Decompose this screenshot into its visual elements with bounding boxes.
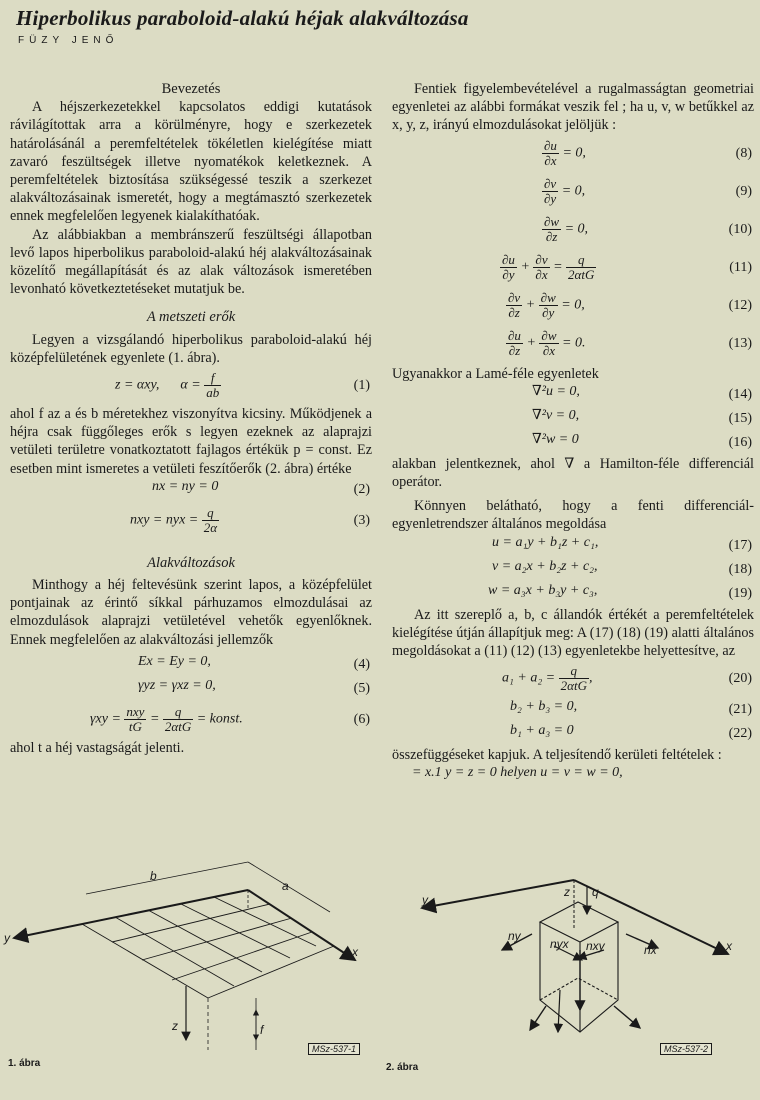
paragraph: Könnyen belátható, hogy a fenti differenciál-egyenletrendszer általános megoldása <box>392 498 754 533</box>
element-prism <box>540 902 618 1032</box>
label-x: x <box>726 939 732 953</box>
equation-17: u = a₁y + b₁z + c₁, (17) <box>492 534 752 553</box>
equation-3: nxy = nyx = $\frac{q}{2\alpha}$ (3) <box>130 504 370 535</box>
article-title: Hiperbolikus paraboloid-alakú héjak alakváltozása <box>16 6 469 30</box>
section-heading-introduction: Bevezetés <box>161 81 221 97</box>
figure-1-caption: 1. ábra <box>8 1058 41 1069</box>
paragraph: Minthogy a héj feltevésünk szerint lapos, a középfelület pontjainak az érintő síkkal párhuzamos elmozdulásai az elmozdulások alaprajzi vetületével vehetők egyenlőknek. Ennek megfelelően az alakváltozási jellemzők <box>10 577 372 648</box>
equation-14: ∇²u = 0, (14) <box>532 383 752 402</box>
equation-12: $\frac{\partial v}{\partial z}$ + $\frac{\partial w}{\partial y}$ = 0, (12) <box>508 289 752 320</box>
label-q: q <box>592 885 599 899</box>
section-heading-deformations: Alakváltozások <box>147 554 235 571</box>
label-z: z <box>172 1019 178 1033</box>
right-column <box>392 80 754 788</box>
equation-4: Ex = Ey = 0, (4) <box>138 653 370 672</box>
equation-10: $\frac{\partial w}{\partial z}$ = 0, (10) <box>544 213 752 244</box>
equation-8: $\frac{\partial u}{\partial x}$ = 0, (8) <box>544 137 752 168</box>
section-heading-sectional-forces: A metszeti erők <box>146 309 236 326</box>
label-nyx: nyx <box>550 937 569 951</box>
author-name: FÜZY JENŐ <box>18 35 119 46</box>
equation-21: b₂ + b₃ = 0, (21) <box>510 699 752 718</box>
equation-13: $\frac{\partial u}{\partial z}$ + $\frac{\partial w}{\partial x}$ = 0. (13) <box>508 327 752 358</box>
equation-1: z = αxy, α = $\frac{f}{ab}$ (1) <box>115 370 370 401</box>
figure-1-stamp: MSz-537-1 <box>308 1043 360 1055</box>
label-nx: nx <box>644 943 657 957</box>
paragraph: Legyen a vizsgálandó hiperbolikus paraboloid-alakú héj középfelületének egyenlete (1. ábra). <box>10 331 372 366</box>
label-f: f <box>260 1023 264 1037</box>
label-b: b <box>150 869 157 883</box>
label-nxy: nxy <box>586 939 605 953</box>
paragraph: Ugyanakkor a Lamé-féle egyenletek <box>392 365 599 382</box>
equation-5: γyz = γxz = 0, (5) <box>138 677 370 696</box>
figure-2-force-diagram <box>382 850 760 1070</box>
figure-2-caption: 2. ábra <box>386 1062 419 1073</box>
equation-2: nx = ny = 0 (2) <box>152 478 370 497</box>
equation-20: a₁ + a₂ = $\frac{q}{\text{2αtG}}$ , (20) <box>502 663 752 694</box>
label-x: x <box>352 945 358 959</box>
paragraph: ahol t a héj vastagságát jelenti. <box>10 739 185 756</box>
paragraph: ahol f az a és b méretekhez viszonyítva kicsiny. Működjenek a héjra csak függőleges erők s legyen ezeknek az alaprajzi vetületi területre vonatkoztatott fajlagos értékük p = const. Ez esetben mint ismeretes a vetületi feszítőerők (2. ábra) értéke <box>10 406 372 477</box>
paragraph: összefüggéseket kapjuk. A teljesítendő kerületi feltételek : <box>392 747 722 764</box>
left-column <box>10 80 372 757</box>
axis-y-edge <box>422 880 574 908</box>
paragraph: A héjszerkezetekkel kapcsolatos eddigi kutatások rávilágítottak arra a körülményre, hogy e szerkezetek határolásánál a peremfeltételek tökéletlen kielégítése miatt zavaró feszültségek illetve nyomatékok keletkeznek. A peremfeltételek biztosítása szükségessé teszik a szerkezet alakváltozásainak ismeretét, hogy a megtámasztó szerkezetek ennek megfelelően legyenek kialakíthatóak. <box>10 99 372 225</box>
paragraph: alakban jelentkeznek, ahol ∇ a Hamilton-féle differenciál operátor. <box>392 455 754 491</box>
equation-18: v = a₂x + b₂z + c₂, (18) <box>492 558 752 577</box>
paragraph: Az alábbiakban a membránszerű feszültségi állapotban levő lapos hiperbolikus paraboloid-alakú héj alakváltozásainak közelítő megállapítását és az alak változások ismeretében levonható következtetéseket mutatjuk be. <box>10 226 372 298</box>
equation-11: $\frac{\partial u}{\partial y}$ + $\frac{\partial v}{\partial x}$ = $\frac{q}{\text{2αtG}}$ (11) <box>502 251 752 282</box>
label-ny: ny <box>508 929 521 943</box>
shell-grid <box>82 890 334 998</box>
label-y: y <box>4 931 10 945</box>
axis-x-edge <box>248 890 355 960</box>
paragraph: Az itt szereplő a, b, c állandók értékét a peremfeltételek kielégítése útján állapítjuk meg: A (17) (18) (19) alatti általános megoldásokat a (11) (12) (13) egyenletekbe helyettesítve, az <box>392 606 754 660</box>
figure-1-shell-diagram <box>0 850 380 1070</box>
equation-16: ∇²w = 0 (16) <box>532 431 752 450</box>
figure-2-stamp: MSz-537-2 <box>660 1043 712 1055</box>
equation-23: = x.1 y = z = 0 helyen u = v = w = 0, <box>412 765 623 781</box>
label-a: a <box>282 879 289 893</box>
equation-19: w = a₃x + b₃y + c₃, (19) <box>488 582 752 601</box>
equation-22: b₁ + a₃ = 0 (22) <box>510 723 752 742</box>
label-z: z <box>564 885 570 899</box>
equation-6: γxy = $\frac{\text{nxy}}{tG}$ = $\frac{q}{\text{2αtG}}$ = konst. (6) <box>90 703 370 734</box>
paragraph: Fentiek figyelembevételével a rugalmasságtan geometriai egyenletei az alábbi formákat veszik fel ; ha u, v, w betűkkel az x, y, z, irányú elmozdulásokat jelöljük : <box>392 81 754 134</box>
label-y: y <box>422 893 428 907</box>
equation-15: ∇²v = 0, (15) <box>532 407 752 426</box>
equation-9: $\frac{\partial v}{\partial y}$ = 0, (9) <box>544 175 752 206</box>
